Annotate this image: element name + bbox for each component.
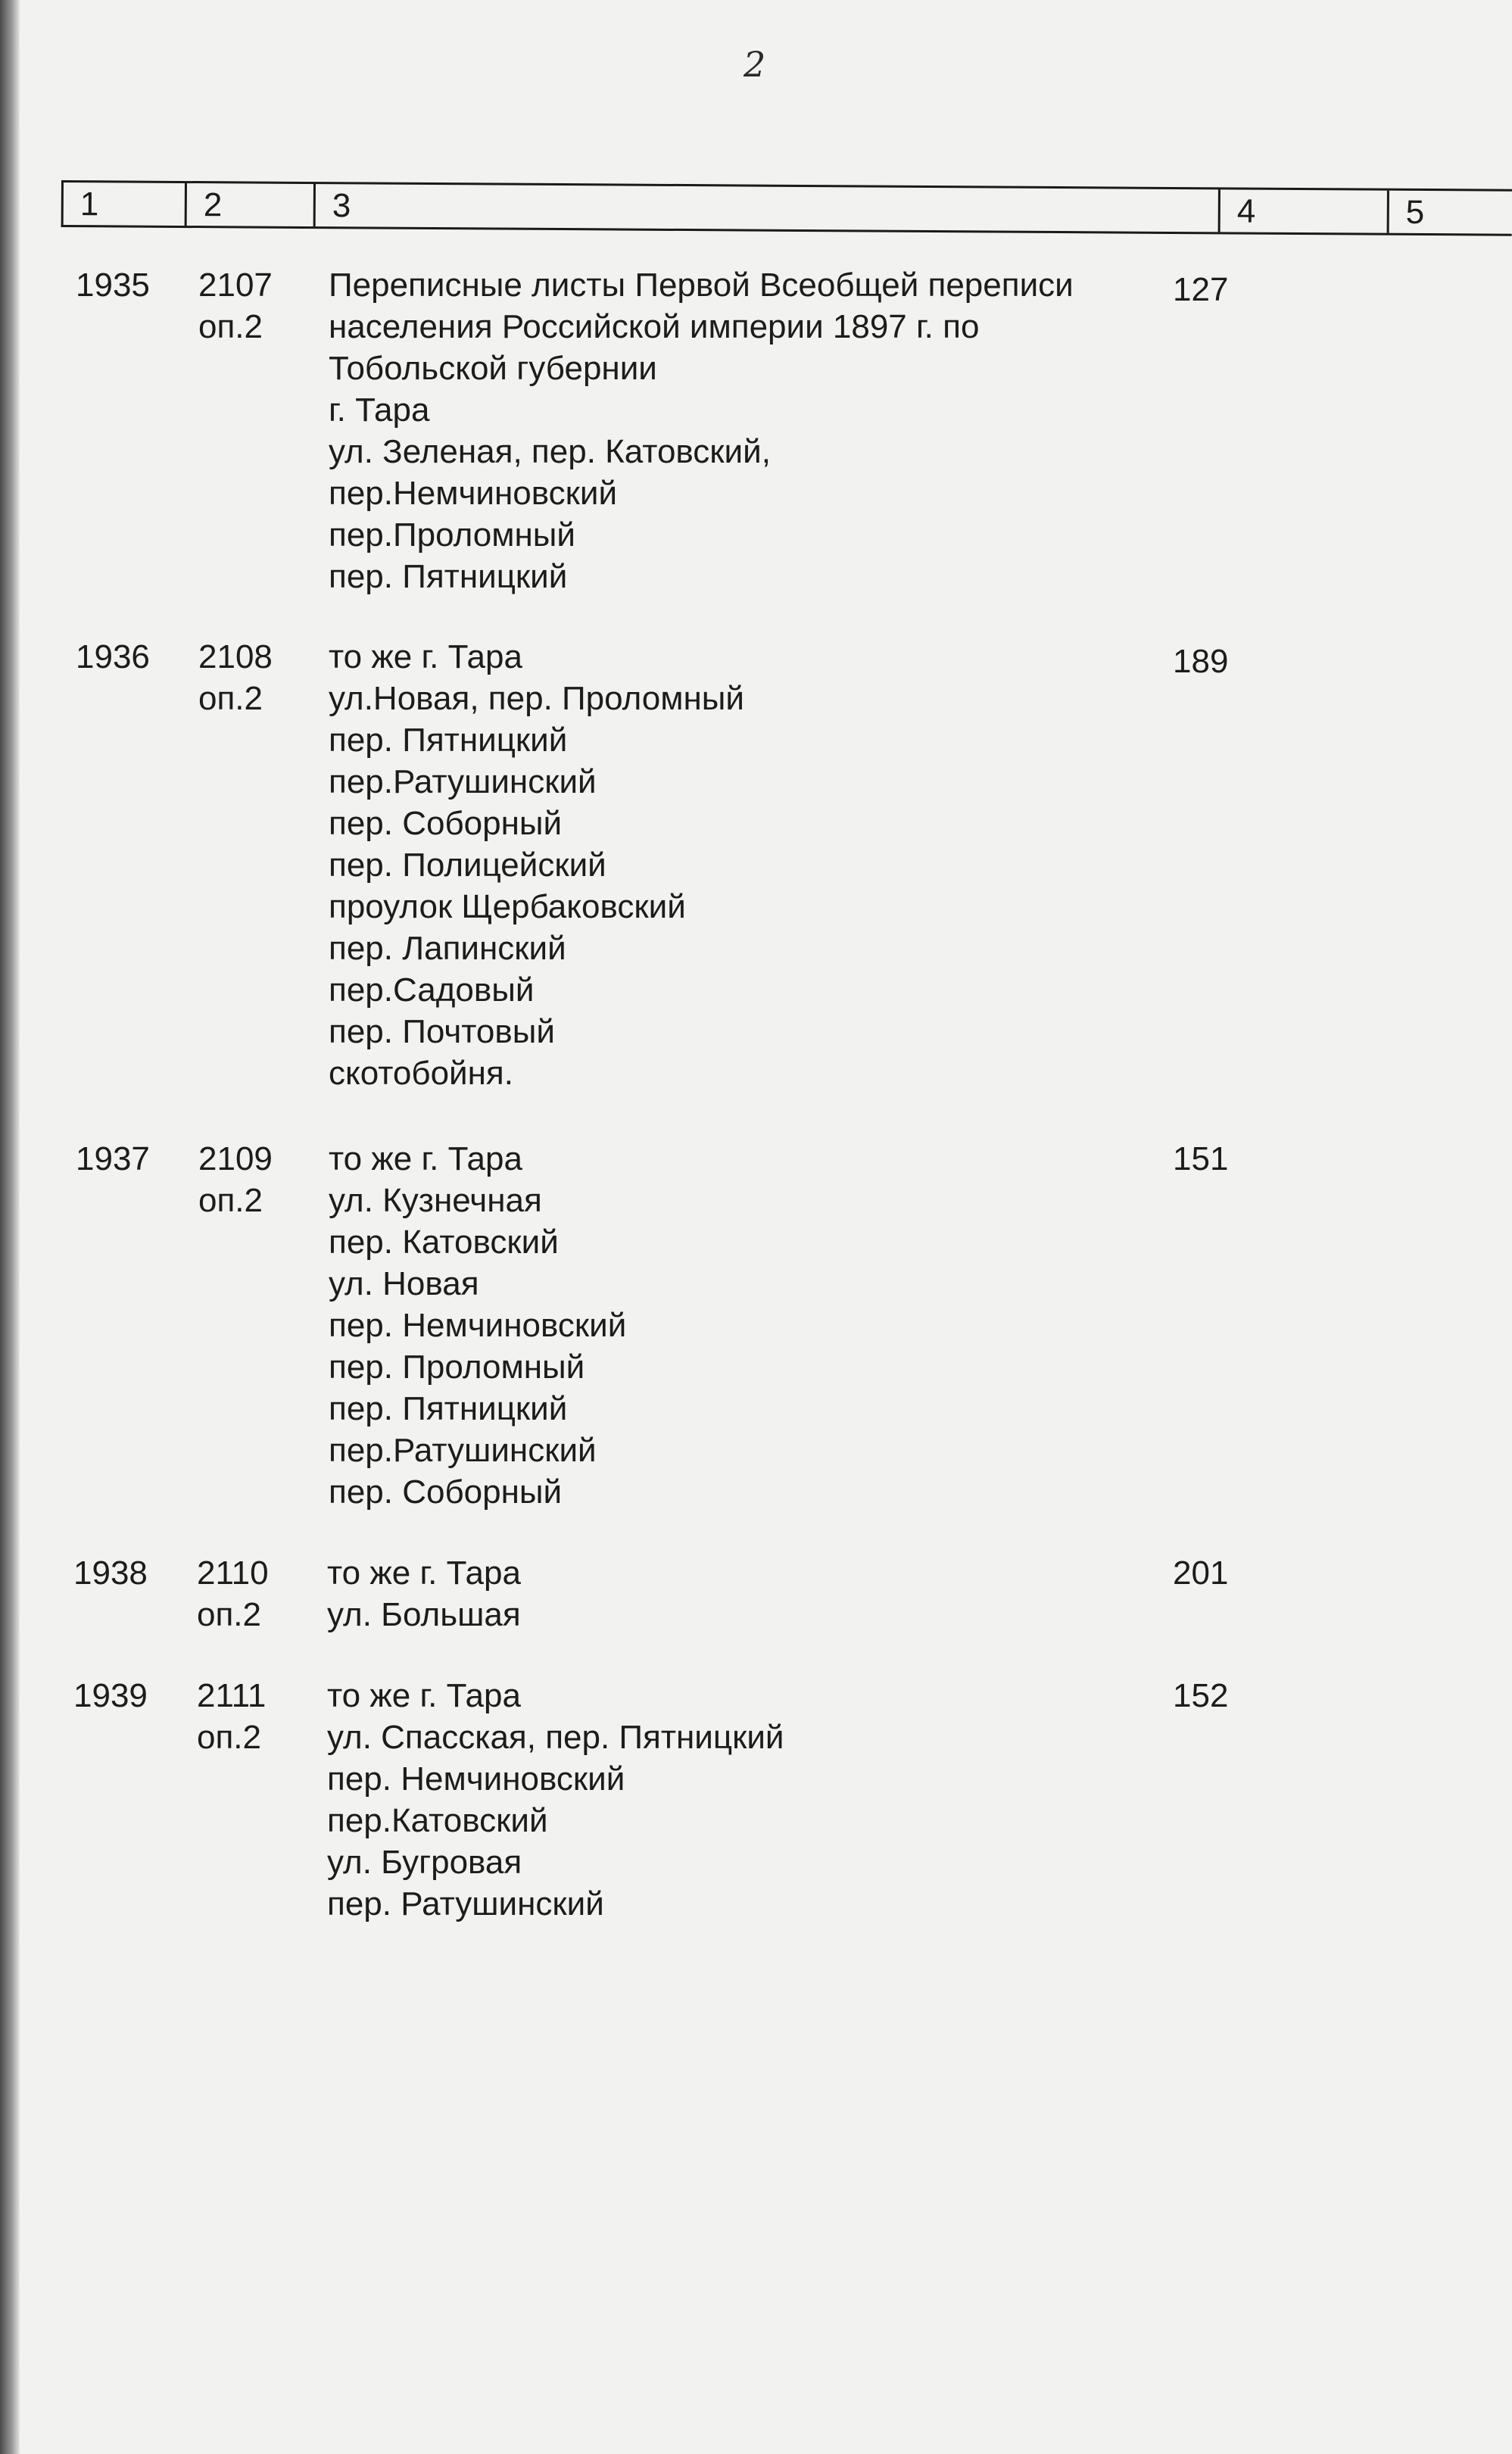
description-line: пер. Полицейский <box>329 847 606 884</box>
description-line: ул. Новая <box>329 1265 479 1302</box>
opis-number: оп.2 <box>197 1596 261 1633</box>
entry-number: 1936 <box>76 638 150 675</box>
description-line: Тобольской губернии <box>329 350 657 387</box>
header-col-1: 1 <box>64 182 187 226</box>
fond-cell <box>197 1552 269 1635</box>
description-line: ул. Кузнечная <box>329 1182 542 1219</box>
description-line: пер.Ратушинский <box>329 1432 597 1469</box>
scan-edge-shadow <box>0 0 20 2454</box>
description-line: пер. Пятницкий <box>329 722 568 759</box>
description-line: ул. Большая <box>327 1596 521 1633</box>
entry-number: 1935 <box>76 267 150 304</box>
description-line: ул. Бугровая <box>327 1844 522 1881</box>
description-line: г. Тара <box>329 391 430 429</box>
sheet-count: 152 <box>1173 1677 1229 1714</box>
description-line: пер. Лапинский <box>329 930 566 967</box>
description-cell <box>327 1675 784 1925</box>
description-line: пер. Немчиновский <box>329 1307 627 1344</box>
opis-number: оп.2 <box>198 680 263 717</box>
description-line: пер. Пятницкий <box>329 558 568 595</box>
description-line: пер.Садовый <box>329 971 535 1009</box>
fond-number: 2109 <box>198 1140 273 1177</box>
sheet-count: 127 <box>1173 271 1229 308</box>
header-col-4: 4 <box>1221 189 1389 232</box>
description-cell <box>329 636 744 1094</box>
description-line: проулок Щербаковский <box>329 888 686 925</box>
opis-number: оп.2 <box>198 308 263 345</box>
header-col-5: 5 <box>1405 193 1425 231</box>
sheet-count: 151 <box>1173 1140 1229 1177</box>
fond-cell <box>197 1675 266 1758</box>
opis-number: оп.2 <box>197 1719 261 1756</box>
entry-number: 1939 <box>73 1677 148 1714</box>
description-line: то же г. Тара <box>327 1677 521 1714</box>
header-col-2: 2 <box>187 183 316 226</box>
fond-cell <box>198 264 273 348</box>
description-line: ул. Зеленая, пер. Катовский, <box>329 433 771 470</box>
page-number: 2 <box>744 44 766 85</box>
entry-number: 1937 <box>76 1140 150 1177</box>
table-header-row <box>61 180 1512 236</box>
description-line: ул.Новая, пер. Проломный <box>329 680 745 717</box>
fond-number: 2110 <box>197 1554 269 1592</box>
description-line: населения Российской империи 1897 г. по <box>329 308 980 345</box>
description-line: пер. Соборный <box>329 1473 563 1511</box>
description-cell <box>329 1138 626 1513</box>
entry-number: 1938 <box>73 1554 148 1592</box>
fond-number: 2111 <box>197 1677 267 1714</box>
description-line: пер. Ратушинский <box>327 1885 604 1922</box>
description-line: пер.Катовский <box>327 1802 548 1839</box>
sheet-count: 189 <box>1173 643 1229 680</box>
description-line: пер. Пятницкий <box>329 1390 568 1427</box>
fond-cell <box>198 1138 273 1221</box>
opis-number: оп.2 <box>198 1182 263 1219</box>
description-line: скотобойня. <box>329 1055 513 1092</box>
description-line: то же г. Тара <box>329 1140 522 1177</box>
description-line: пер.Проломный <box>329 516 575 553</box>
description-line: пер. Немчиновский <box>327 1760 625 1798</box>
description-line: пер. Катовский <box>329 1224 559 1261</box>
description-line: пер.Ратушинский <box>329 763 597 800</box>
fond-cell <box>198 636 273 719</box>
description-cell <box>329 264 1074 597</box>
description-line: то же г. Тара <box>327 1554 521 1592</box>
description-line: то же г. Тара <box>329 638 522 675</box>
description-line: пер. Почтовый <box>329 1013 555 1050</box>
header-col-3: 3 <box>316 184 1221 232</box>
fond-number: 2108 <box>198 638 273 675</box>
description-line: ул. Спасская, пер. Пятницкий <box>327 1719 784 1756</box>
description-line: Переписные листы Первой Всеобщей переписи <box>329 267 1074 304</box>
fond-number: 2107 <box>198 267 273 304</box>
sheet-count: 201 <box>1173 1554 1229 1592</box>
description-line: пер.Немчиновский <box>329 475 618 512</box>
description-line: пер. Соборный <box>329 805 563 842</box>
description-cell <box>327 1552 521 1635</box>
description-line: пер. Проломный <box>329 1349 585 1386</box>
